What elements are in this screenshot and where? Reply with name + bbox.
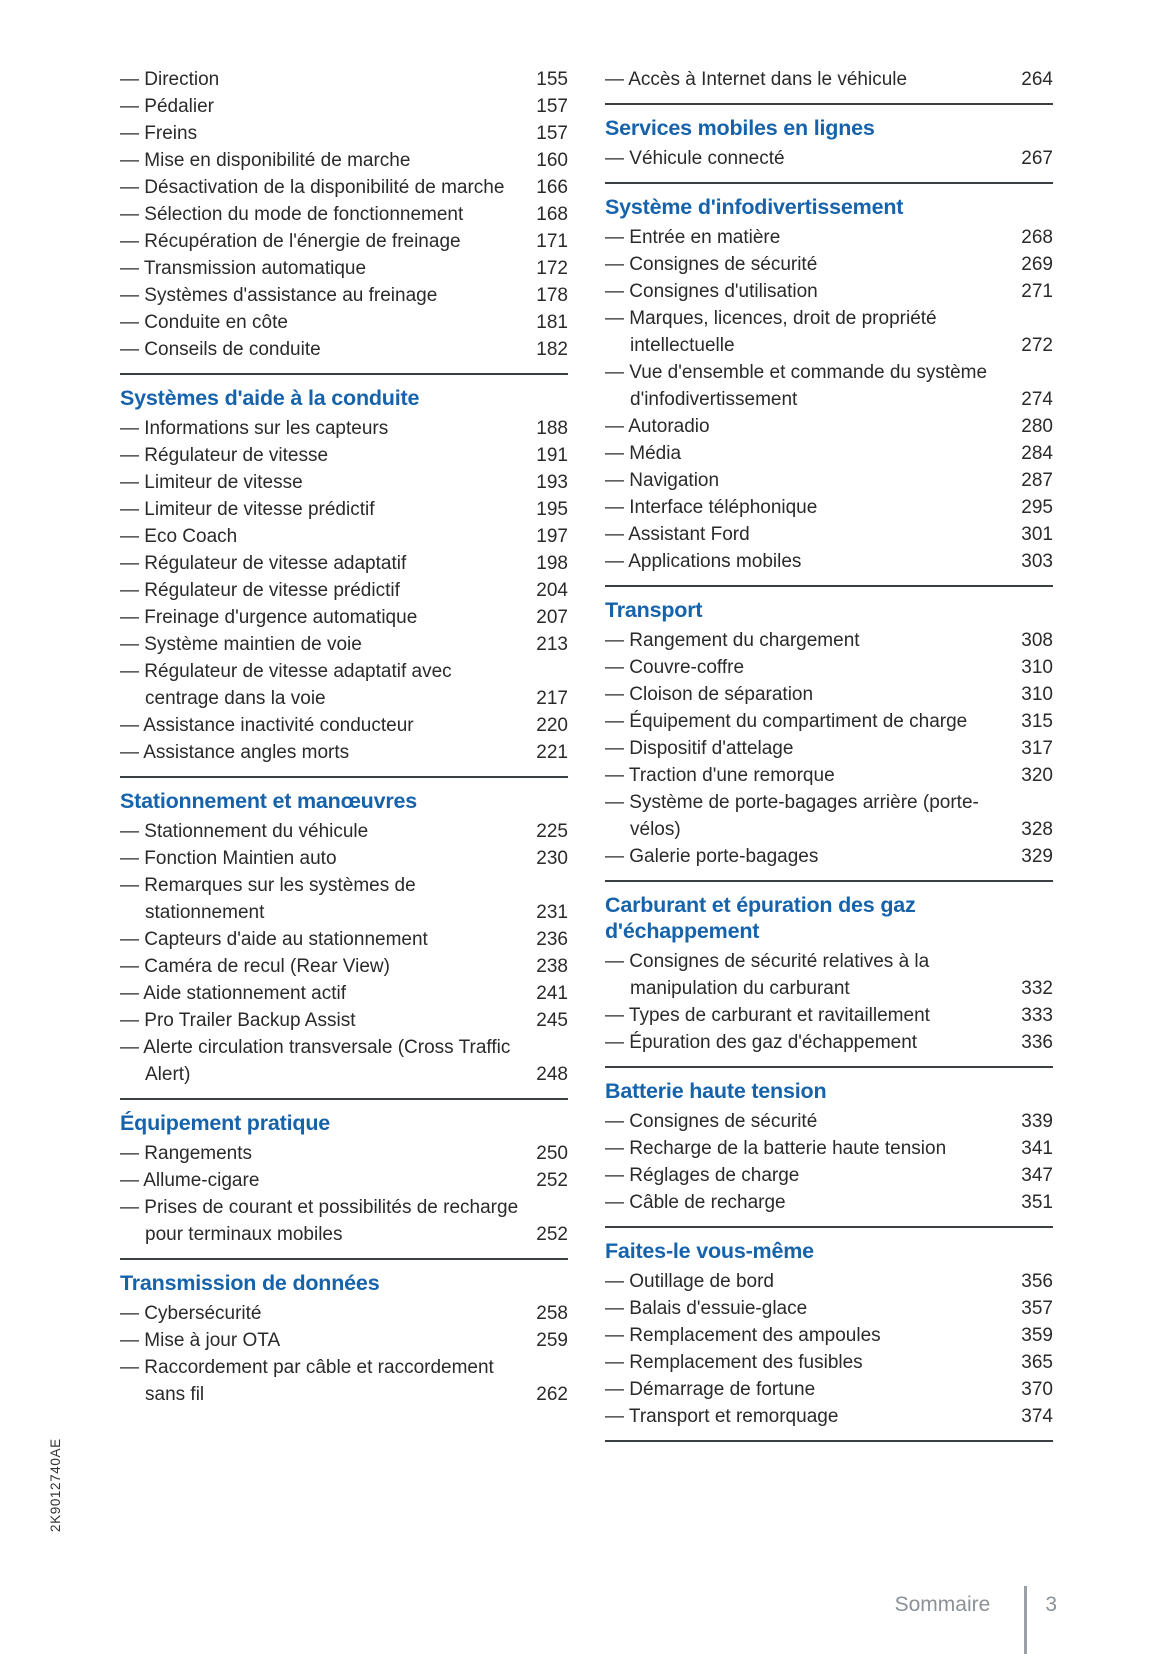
toc-section	[120, 1270, 568, 1408]
toc-entry	[120, 1327, 568, 1354]
entry-page-number: 172	[536, 258, 568, 279]
entry-label: — Démarrage de fortune	[605, 1379, 816, 1400]
entry-label: — Informations sur les capteurs	[120, 418, 389, 439]
section-heading: Transmission de données	[120, 1271, 380, 1295]
section-divider	[605, 880, 1053, 882]
section-divider	[605, 585, 1053, 587]
toc-entry	[605, 1403, 1053, 1430]
entry-page-number: 250	[536, 1143, 568, 1164]
toc-entry	[120, 739, 568, 766]
entry-page-number: 329	[1021, 846, 1053, 867]
entry-label: — Transport et remorquage	[605, 1406, 839, 1427]
toc-entry	[120, 658, 568, 712]
toc-entry	[605, 66, 1053, 93]
toc-entry	[120, 147, 568, 174]
toc-section	[605, 194, 1053, 575]
entry-page-number: 160	[536, 150, 568, 171]
entry-page-number: 336	[1021, 1032, 1053, 1053]
section-divider	[605, 1440, 1053, 1442]
entry-label: — Freins	[120, 123, 198, 144]
entry-page-number: 197	[536, 526, 568, 547]
entry-label: — Limiteur de vitesse prédictif	[120, 499, 375, 520]
toc-entry	[120, 604, 568, 631]
section-heading: Carburant et épuration des gaz d'échappement	[605, 893, 916, 943]
toc-entry	[605, 1108, 1053, 1135]
section-heading: Batterie haute tension	[605, 1079, 827, 1103]
toc-entry	[120, 255, 568, 282]
entry-page-number: 217	[536, 688, 568, 709]
entry-label: — Mise à jour OTA	[120, 1330, 281, 1351]
entry-label: — Consignes d'utilisation	[605, 281, 818, 302]
entry-page-number: 181	[536, 312, 568, 333]
entry-label: — Assistance inactivité conducteur	[120, 715, 414, 736]
toc-entry	[120, 631, 568, 658]
toc-entry	[120, 980, 568, 1007]
toc-section	[605, 597, 1053, 870]
section-divider	[120, 373, 568, 375]
entry-page-number: 303	[1021, 551, 1053, 572]
toc-entry	[605, 494, 1053, 521]
entry-page-number: 236	[536, 929, 568, 950]
entry-label: — Cloison de séparation	[605, 684, 814, 705]
entry-label: — Allume-cigare	[120, 1170, 260, 1191]
toc-entry	[120, 818, 568, 845]
entry-label: — Raccordement par câble et raccordement sans fil	[120, 1357, 494, 1405]
entry-label: — Régulateur de vitesse prédictif	[120, 580, 400, 601]
entry-label: — Remplacement des ampoules	[605, 1325, 881, 1346]
entry-page-number: 308	[1021, 630, 1053, 651]
entry-page-number: 370	[1021, 1379, 1053, 1400]
entry-page-number: 272	[1021, 335, 1053, 356]
entry-page-number: 310	[1021, 657, 1053, 678]
entry-page-number: 259	[536, 1330, 568, 1351]
section-heading: Services mobiles en lignes	[605, 116, 875, 140]
section-heading: Système d'infodivertissement	[605, 195, 904, 219]
entry-label: — Capteurs d'aide au stationnement	[120, 929, 428, 950]
toc-entry	[605, 1295, 1053, 1322]
toc-entry	[605, 224, 1053, 251]
section-divider	[605, 1066, 1053, 1068]
entry-page-number: 207	[536, 607, 568, 628]
toc-section	[605, 1238, 1053, 1430]
entry-label: — Outillage de bord	[605, 1271, 774, 1292]
entry-label: — Navigation	[605, 470, 720, 491]
entry-label: — Recharge de la batterie haute tension	[605, 1138, 947, 1159]
section-divider	[605, 103, 1053, 105]
toc-entry	[120, 872, 568, 926]
entry-page-number: 287	[1021, 470, 1053, 491]
entry-label: — Caméra de recul (Rear View)	[120, 956, 390, 977]
entry-page-number: 269	[1021, 254, 1053, 275]
toc-entry	[120, 309, 568, 336]
toc-entry	[120, 577, 568, 604]
toc-column-right	[605, 66, 1053, 1452]
entry-label: — Marques, licences, droit de propriété intellectuelle	[605, 308, 937, 356]
toc-entry	[120, 174, 568, 201]
entry-page-number: 213	[536, 634, 568, 655]
toc-entry	[120, 953, 568, 980]
toc-entry	[605, 145, 1053, 172]
entry-page-number: 356	[1021, 1271, 1053, 1292]
toc-section	[605, 66, 1053, 93]
toc-entry	[605, 1322, 1053, 1349]
entry-page-number: 245	[536, 1010, 568, 1031]
entry-label: — Transmission automatique	[120, 258, 367, 279]
entry-label: — Assistance angles morts	[120, 742, 350, 763]
toc-entry	[605, 305, 1053, 359]
entry-label: — Conseils de conduite	[120, 339, 321, 360]
toc-entry	[605, 735, 1053, 762]
toc-entry	[120, 845, 568, 872]
entry-page-number: 317	[1021, 738, 1053, 759]
page-footer	[895, 1586, 1057, 1654]
toc-entry	[605, 278, 1053, 305]
toc-entry	[605, 1349, 1053, 1376]
entry-page-number: 271	[1021, 281, 1053, 302]
entry-label: — Fonction Maintien auto	[120, 848, 337, 869]
entry-page-number: 195	[536, 499, 568, 520]
toc-entry	[605, 681, 1053, 708]
entry-page-number: 301	[1021, 524, 1053, 545]
entry-page-number: 221	[536, 742, 568, 763]
entry-page-number: 339	[1021, 1111, 1053, 1132]
section-heading: Transport	[605, 598, 703, 622]
entry-page-number: 333	[1021, 1005, 1053, 1026]
toc-section	[120, 788, 568, 1088]
entry-label: — Système maintien de voie	[120, 634, 362, 655]
entry-page-number: 171	[536, 231, 568, 252]
entry-page-number: 274	[1021, 389, 1053, 410]
entry-page-number: 191	[536, 445, 568, 466]
entry-label: — Consignes de sécurité	[605, 1111, 818, 1132]
toc-entry	[605, 762, 1053, 789]
entry-page-number: 248	[536, 1064, 568, 1085]
section-heading: Faites-le vous-même	[605, 1239, 814, 1263]
entry-label: — Direction	[120, 69, 220, 90]
toc-entry	[605, 627, 1053, 654]
entry-page-number: 295	[1021, 497, 1053, 518]
toc-section	[120, 66, 568, 363]
entry-label: — Consignes de sécurité relatives à la manipulation du carburant	[605, 951, 930, 999]
entry-label: — Dispositif d'attelage	[605, 738, 794, 759]
entry-label: — Système de porte-bagages arrière (porte-vélos)	[605, 792, 979, 840]
entry-label: — Freinage d'urgence automatique	[120, 607, 418, 628]
entry-page-number: 347	[1021, 1165, 1053, 1186]
entry-page-number: 332	[1021, 978, 1053, 999]
entry-page-number: 341	[1021, 1138, 1053, 1159]
section-divider	[605, 1226, 1053, 1228]
entry-label: — Désactivation de la disponibilité de marche	[120, 177, 505, 198]
entry-label: — Consignes de sécurité	[605, 254, 818, 275]
entry-page-number: 365	[1021, 1352, 1053, 1373]
section-divider	[120, 1098, 568, 1100]
toc-entry	[605, 467, 1053, 494]
toc-entry	[605, 1029, 1053, 1056]
entry-label: — Épuration des gaz d'échappement	[605, 1032, 918, 1053]
toc-entry	[605, 1135, 1053, 1162]
entry-label: — Pédalier	[120, 96, 214, 117]
toc-section	[605, 1078, 1053, 1216]
entry-page-number: 225	[536, 821, 568, 842]
entry-label: — Régulateur de vitesse adaptatif	[120, 553, 407, 574]
entry-label: — Galerie porte-bagages	[605, 846, 819, 867]
toc-entry	[120, 1194, 568, 1248]
entry-label: — Accès à Internet dans le véhicule	[605, 69, 908, 90]
toc-section	[605, 115, 1053, 172]
toc-entry	[120, 336, 568, 363]
entry-label: — Entrée en matière	[605, 227, 781, 248]
entry-label: — Stationnement du véhicule	[120, 821, 369, 842]
entry-page-number: 188	[536, 418, 568, 439]
entry-page-number: 252	[536, 1170, 568, 1191]
footer-chapter-label: Sommaire	[894, 1593, 991, 1616]
entry-page-number: 252	[536, 1224, 568, 1245]
section-divider	[120, 1258, 568, 1260]
entry-label: — Types de carburant et ravitaillement	[605, 1005, 930, 1026]
entry-label: — Rangements	[120, 1143, 253, 1164]
entry-page-number: 204	[536, 580, 568, 601]
entry-label: — Récupération de l'énergie de freinage	[120, 231, 461, 252]
section-divider	[605, 182, 1053, 184]
entry-page-number: 258	[536, 1303, 568, 1324]
toc-entry	[120, 712, 568, 739]
entry-label: — Limiteur de vitesse	[120, 472, 303, 493]
toc-entry	[120, 1034, 568, 1088]
toc-entry	[120, 1007, 568, 1034]
entry-label: — Remarques sur les systèmes de stationnement	[120, 875, 416, 923]
entry-page-number: 351	[1021, 1192, 1053, 1213]
entry-page-number: 262	[536, 1384, 568, 1405]
entry-label: — Alerte circulation transversale (Cross Traffic Alert)	[120, 1037, 511, 1085]
toc-entry	[120, 1300, 568, 1327]
toc-entry	[605, 251, 1053, 278]
toc-entry	[605, 654, 1053, 681]
entry-label: — Équipement du compartiment de charge	[605, 711, 968, 732]
toc-entry	[120, 415, 568, 442]
entry-label: — Conduite en côte	[120, 312, 288, 333]
entry-page-number: 359	[1021, 1325, 1053, 1346]
entry-page-number: 178	[536, 285, 568, 306]
toc-entry	[120, 1354, 568, 1408]
entry-page-number: 182	[536, 339, 568, 360]
entry-label: — Autoradio	[605, 416, 710, 437]
entry-page-number: 241	[536, 983, 568, 1004]
toc-entry	[605, 413, 1053, 440]
entry-page-number: 198	[536, 553, 568, 574]
entry-label: — Balais d'essuie-glace	[605, 1298, 808, 1319]
toc-entry	[605, 1189, 1053, 1216]
toc-entry	[120, 496, 568, 523]
entry-page-number: 357	[1021, 1298, 1053, 1319]
entry-page-number: 264	[1021, 69, 1053, 90]
toc-entry	[605, 359, 1053, 413]
toc-entry	[605, 521, 1053, 548]
toc-entry	[120, 1140, 568, 1167]
toc-entry	[120, 228, 568, 255]
entry-page-number: 155	[536, 69, 568, 90]
entry-page-number: 310	[1021, 684, 1053, 705]
entry-page-number: 328	[1021, 819, 1053, 840]
entry-page-number: 166	[536, 177, 568, 198]
entry-page-number: 220	[536, 715, 568, 736]
entry-label: — Remplacement des fusibles	[605, 1352, 863, 1373]
toc-entry	[605, 708, 1053, 735]
toc-column-left	[120, 66, 568, 1452]
toc-entry	[120, 282, 568, 309]
entry-label: — Mise en disponibilité de marche	[120, 150, 411, 171]
toc-entry	[605, 789, 1053, 843]
entry-label: — Rangement du chargement	[605, 630, 860, 651]
entry-page-number: 315	[1021, 711, 1053, 732]
entry-label: — Interface téléphonique	[605, 497, 818, 518]
entry-label: — Couvre-coffre	[605, 657, 745, 678]
entry-label: — Média	[605, 443, 682, 464]
entry-label: — Cybersécurité	[120, 1303, 262, 1324]
entry-label: — Traction d'une remorque	[605, 765, 835, 786]
entry-label: — Réglages de charge	[605, 1165, 800, 1186]
toc-entry	[605, 948, 1053, 1002]
entry-label: — Régulateur de vitesse	[120, 445, 329, 466]
section-divider	[120, 776, 568, 778]
document-part-number: 2K9012740AE	[48, 1438, 63, 1532]
toc-entry	[605, 1376, 1053, 1403]
toc-entry	[120, 469, 568, 496]
section-heading: Systèmes d'aide à la conduite	[120, 386, 420, 410]
toc-entry	[120, 93, 568, 120]
entry-page-number: 231	[536, 902, 568, 923]
section-heading: Équipement pratique	[120, 1111, 331, 1135]
entry-page-number: 238	[536, 956, 568, 977]
entry-page-number: 168	[536, 204, 568, 225]
toc-entry	[120, 442, 568, 469]
toc-entry	[120, 66, 568, 93]
entry-label: — Pro Trailer Backup Assist	[120, 1010, 356, 1031]
toc-entry	[605, 843, 1053, 870]
section-heading: Stationnement et manœuvres	[120, 789, 418, 813]
toc-entry	[120, 120, 568, 147]
entry-page-number: 157	[536, 96, 568, 117]
entry-label: — Vue d'ensemble et commande du système d'infodivertissement	[605, 362, 988, 410]
toc-entry	[120, 523, 568, 550]
entry-page-number: 374	[1021, 1406, 1053, 1427]
footer-divider-bar	[1024, 1586, 1027, 1654]
entry-page-number: 320	[1021, 765, 1053, 786]
entry-label: — Prises de courant et possibilités de recharge pour terminaux mobiles	[120, 1197, 519, 1245]
entry-page-number: 230	[536, 848, 568, 869]
footer-page-number: 3	[1045, 1593, 1057, 1616]
entry-page-number: 157	[536, 123, 568, 144]
toc-section	[605, 892, 1053, 1056]
entry-page-number: 193	[536, 472, 568, 493]
toc-entry	[120, 926, 568, 953]
entry-label: — Applications mobiles	[605, 551, 802, 572]
entry-label: — Aide stationnement actif	[120, 983, 347, 1004]
toc-entry	[605, 440, 1053, 467]
entry-page-number: 284	[1021, 443, 1053, 464]
toc-entry	[605, 548, 1053, 575]
entry-label: — Eco Coach	[120, 526, 238, 547]
toc-entry	[120, 550, 568, 577]
toc-section	[120, 385, 568, 766]
entry-page-number: 267	[1021, 148, 1053, 169]
entry-label: — Régulateur de vitesse adaptatif avec centrage dans la voie	[120, 661, 452, 709]
toc-entry	[605, 1162, 1053, 1189]
entry-page-number: 280	[1021, 416, 1053, 437]
toc-entry	[605, 1002, 1053, 1029]
entry-label: — Câble de recharge	[605, 1192, 786, 1213]
entry-label: — Systèmes d'assistance au freinage	[120, 285, 438, 306]
toc-entry	[120, 1167, 568, 1194]
toc-entry	[605, 1268, 1053, 1295]
toc-section	[120, 1110, 568, 1248]
entry-label: — Véhicule connecté	[605, 148, 785, 169]
toc-entry	[120, 201, 568, 228]
entry-label: — Sélection du mode de fonctionnement	[120, 204, 464, 225]
entry-page-number: 268	[1021, 227, 1053, 248]
entry-label: — Assistant Ford	[605, 524, 750, 545]
